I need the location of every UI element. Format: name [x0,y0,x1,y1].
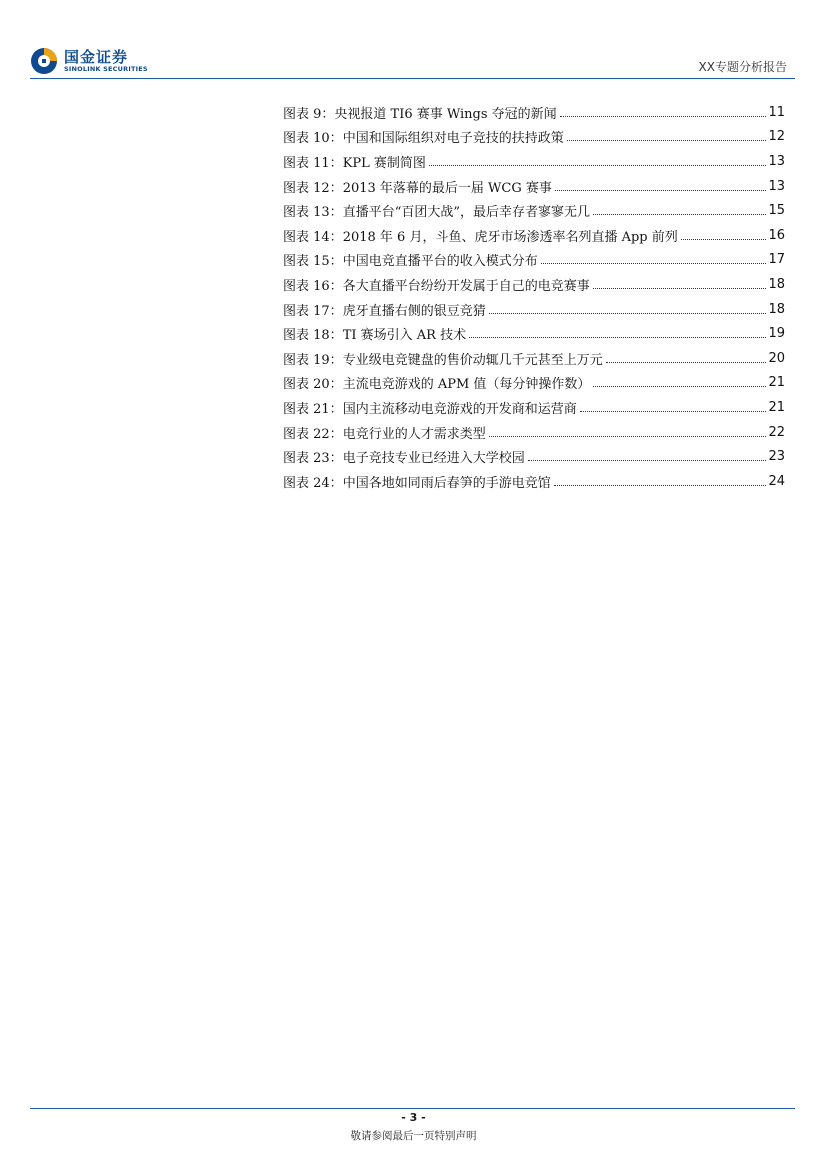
toc-leader-dots [555,190,767,191]
toc-entry-label: 图表 18： [283,328,343,344]
toc-entry[interactable] [283,272,785,297]
toc-entry[interactable] [283,444,785,469]
toc-entry-title: 专业级电竞键盘的售价动辄几千元甚至上万元 [342,352,603,368]
toc-entry-title: 央视报道 TI6 赛事 Wings 夺冠的新闻 [334,106,557,122]
toc-entry[interactable] [283,469,785,494]
toc-entry-label: 图表 13： [283,205,343,221]
toc-entry-label: 图表 24： [283,475,343,491]
toc-leader-dots [554,485,767,486]
toc-entry-page: 13 [768,178,785,194]
toc-entry[interactable] [283,125,785,150]
toc-leader-dots [606,362,767,363]
toc-entry-label: 图表 16： [283,278,343,294]
toc-leader-dots [489,313,767,314]
toc-entry[interactable] [283,248,785,273]
toc-entry-page: 23 [768,449,785,465]
toc-entry-page: 17 [768,252,785,268]
toc-entry-page: 21 [768,375,785,391]
toc-entry-title: 2013 年落幕的最后一届 WCG 赛事 [342,180,552,196]
toc-entry[interactable] [283,100,785,125]
toc-entry[interactable] [283,321,785,346]
footer-divider [30,1108,795,1109]
toc-entry-title: 直播平台“百团大战”，最后幸存者寥寥无几 [342,205,590,221]
report-title: XX专题分析报告 [698,60,787,74]
toc-entry-title: 虎牙直播右侧的银豆竞猜 [342,303,486,319]
toc-entry-label: 图表 12： [283,180,343,196]
toc-entry[interactable] [283,346,785,371]
toc-entry-label: 图表 9： [283,106,335,122]
toc-entry-page: 22 [768,424,785,440]
company-logo [30,44,148,78]
toc-entry-label: 图表 23： [283,451,343,467]
toc-entry-title: 电子竞技专业已经进入大学校园 [342,451,525,467]
toc-entry-page: 18 [768,276,785,292]
toc-entry-page: 13 [768,153,785,169]
toc-entry-title: 中国和国际组织对电子竞技的扶持政策 [342,131,564,147]
logo-chinese-name: 国金证券 [64,47,129,66]
toc-entry-label: 图表 20： [283,377,343,393]
toc-entry[interactable] [283,223,785,248]
toc-leader-dots [567,140,767,141]
toc-entry[interactable] [283,297,785,322]
toc-leader-dots [681,239,767,240]
toc-entry[interactable] [283,198,785,223]
footer-disclaimer: 敬请参阅最后一页特别声明 [350,1130,477,1142]
page-number: - 3 - [401,1111,426,1124]
toc-entry-label: 图表 22： [283,426,343,442]
toc-entry-label: 图表 14： [283,229,343,245]
page-header [30,44,795,78]
toc-entry[interactable] [283,174,785,199]
toc-entry-title: 2018 年 6 月，斗鱼、虎牙市场渗透率名列直播 App 前列 [342,229,678,245]
logo-emblem-icon [30,47,58,75]
toc-leader-dots [541,263,767,264]
toc-leader-dots [560,116,767,117]
toc-entry-label: 图表 10： [283,131,343,147]
toc-entry-title: 国内主流移动电竞游戏的开发商和运营商 [342,401,577,417]
toc-entry[interactable] [283,420,785,445]
header-divider [30,78,795,79]
toc-entry[interactable] [283,395,785,420]
toc-leader-dots [593,386,766,387]
toc-entry-title: 主流电竞游戏的 APM 值（每分钟操作数） [342,377,591,393]
toc-entry-label: 图表 19： [283,352,343,368]
toc-entry-page: 24 [768,473,785,489]
toc-entry-label: 图表 17： [283,303,343,319]
toc-entry-title: 电竞行业的人才需求类型 [342,426,486,442]
toc-entry-title: KPL 赛制简图 [342,155,426,171]
toc-entry-page: 12 [768,129,785,145]
toc-entry-page: 18 [768,301,785,317]
toc-leader-dots [593,214,766,215]
toc-leader-dots [580,411,767,412]
toc-entry-title: 各大直播平台纷纷开发属于自己的电竞赛事 [342,278,590,294]
logo-english-name: SINOLINK SECURITIES [64,64,148,73]
toc-entry-label: 图表 11： [283,155,343,171]
toc-leader-dots [429,165,767,166]
toc-entry-label: 图表 21： [283,401,343,417]
toc-leader-dots [489,436,767,437]
toc-entry[interactable] [283,149,785,174]
toc-leader-dots [528,460,767,461]
toc-entry-page: 21 [768,399,785,415]
toc-leader-dots [593,288,767,289]
toc-entry-title: 中国电竞直播平台的收入模式分布 [342,254,538,270]
table-of-figures [283,100,785,494]
toc-leader-dots [469,337,766,338]
toc-entry[interactable] [283,371,785,396]
toc-entry-page: 15 [768,203,785,219]
toc-entry-title: TI 赛场引入 AR 技术 [342,328,467,344]
toc-entry-page: 20 [768,350,785,366]
toc-entry-label: 图表 15： [283,254,343,270]
toc-entry-page: 16 [768,227,785,243]
toc-entry-page: 11 [768,104,785,120]
toc-entry-title: 中国各地如同雨后春笋的手游电竞馆 [342,475,551,491]
toc-entry-page: 19 [768,326,785,342]
